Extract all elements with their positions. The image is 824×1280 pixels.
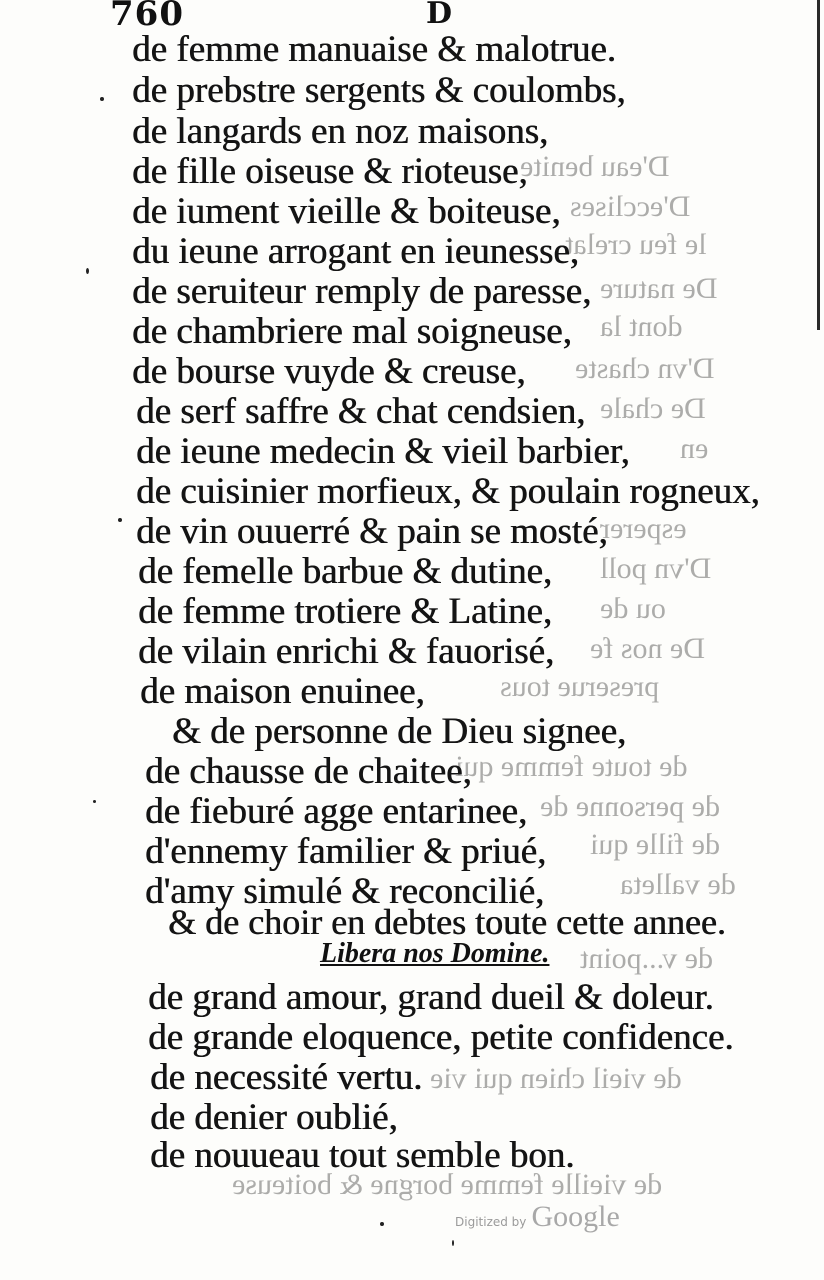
- text-line: de seruiteur remply de paresse,: [132, 271, 592, 312]
- scan-speck: [452, 1240, 454, 1246]
- bleed-through-text: ou de: [600, 592, 666, 625]
- bleed-through-text: de vieille femme borgne & boiteuse: [232, 1168, 663, 1201]
- bleed-through-text: D'vn poll: [600, 552, 712, 585]
- text-line: & de choir en debtes toute cette annee.: [168, 902, 726, 942]
- bleed-through-text: D'eau benite: [520, 150, 670, 183]
- bleed-through-text: de fille qui: [590, 828, 720, 861]
- bleed-through-text: De chale: [600, 392, 706, 425]
- text-line: de serf saffre & chat cendsien,: [136, 391, 586, 432]
- text-line: de grand amour, grand dueil & doleur.: [148, 977, 714, 1018]
- bleed-through-text: de valleta: [620, 868, 736, 901]
- text-line: de nouueau tout semble bon.: [150, 1135, 575, 1176]
- text-line: de vin ouuerré & pain se mosté,: [136, 511, 608, 552]
- text-line: de vilain enrichi & fauorisé,: [138, 631, 555, 672]
- bleed-through-text: D'vn chaste: [575, 352, 715, 385]
- bleed-through-text: de v...point: [580, 942, 714, 975]
- section-heading: Libera nos Domine.: [320, 938, 550, 969]
- text-line: d'amy simulé & reconcilié,: [145, 871, 545, 912]
- bleed-through-text: en: [680, 432, 709, 465]
- header-ornament: D: [426, 0, 453, 31]
- scan-speck: [93, 800, 96, 803]
- text-line: de bourse vuyde & creuse,: [132, 351, 526, 392]
- text-line: de fille oiseuse & rioteuse,: [132, 151, 528, 192]
- scan-speck: [100, 97, 104, 101]
- scan-speck: [118, 518, 122, 522]
- text-line: & de personne de Dieu signee,: [172, 711, 627, 752]
- text-line: d'ennemy familier & priué,: [145, 831, 547, 872]
- text-line: de denier oublié,: [150, 1097, 398, 1138]
- text-line: de cuisinier morfieux, & poulain rogneux,: [136, 471, 760, 512]
- bleed-through-text: de personne de: [540, 790, 720, 823]
- text-line: de prebstre sergents & coulombs,: [132, 70, 626, 111]
- bleed-through-text: de vieil chien qui vie: [430, 1062, 682, 1095]
- text-line: de fieburé agge entarinee,: [145, 791, 528, 832]
- bleed-through-text: De nos fe: [590, 632, 705, 665]
- bleed-through-text: D'ecclises: [570, 190, 691, 223]
- scan-speck: [380, 1222, 384, 1226]
- text-line: de iument vieille & boiteuse,: [132, 191, 561, 232]
- text-line: du ieune arrogant en ieunesse,: [132, 231, 579, 272]
- bleed-through-text: esperer: [600, 512, 687, 545]
- bleed-through-text: le feu crelat: [565, 228, 707, 261]
- text-line: de maison enuinee,: [140, 671, 425, 712]
- watermark-prefix: Digitized by: [455, 1215, 527, 1229]
- text-line: de femme manuaise & malotrue.: [132, 29, 616, 70]
- google-logo-text: Google: [531, 1200, 620, 1233]
- text-line: de grande eloquence, petite confidence.: [148, 1017, 734, 1058]
- bleed-through-text: preserue tous: [500, 670, 660, 703]
- text-line: de femelle barbue & dutine,: [138, 551, 553, 592]
- scan-speck: [86, 268, 89, 274]
- text-line: de chausse de chaitee,: [145, 751, 472, 792]
- bleed-through-text: De nature: [600, 272, 718, 305]
- bleed-through-text: dont la: [600, 310, 683, 343]
- digitized-by-google-watermark: [455, 1200, 620, 1234]
- text-line: de necessité vertu.: [150, 1057, 423, 1098]
- page-number: 760: [110, 0, 184, 34]
- text-line: de chambriere mal soigneuse,: [132, 311, 572, 352]
- text-line: de langards en noz maisons,: [132, 111, 549, 152]
- bleed-through-text: de toute femme qui: [455, 750, 688, 783]
- page-edge-shadow: [817, 0, 820, 330]
- text-line: de ieune medecin & vieil barbier,: [136, 431, 630, 472]
- text-line: de femme trotiere & Latine,: [138, 591, 553, 632]
